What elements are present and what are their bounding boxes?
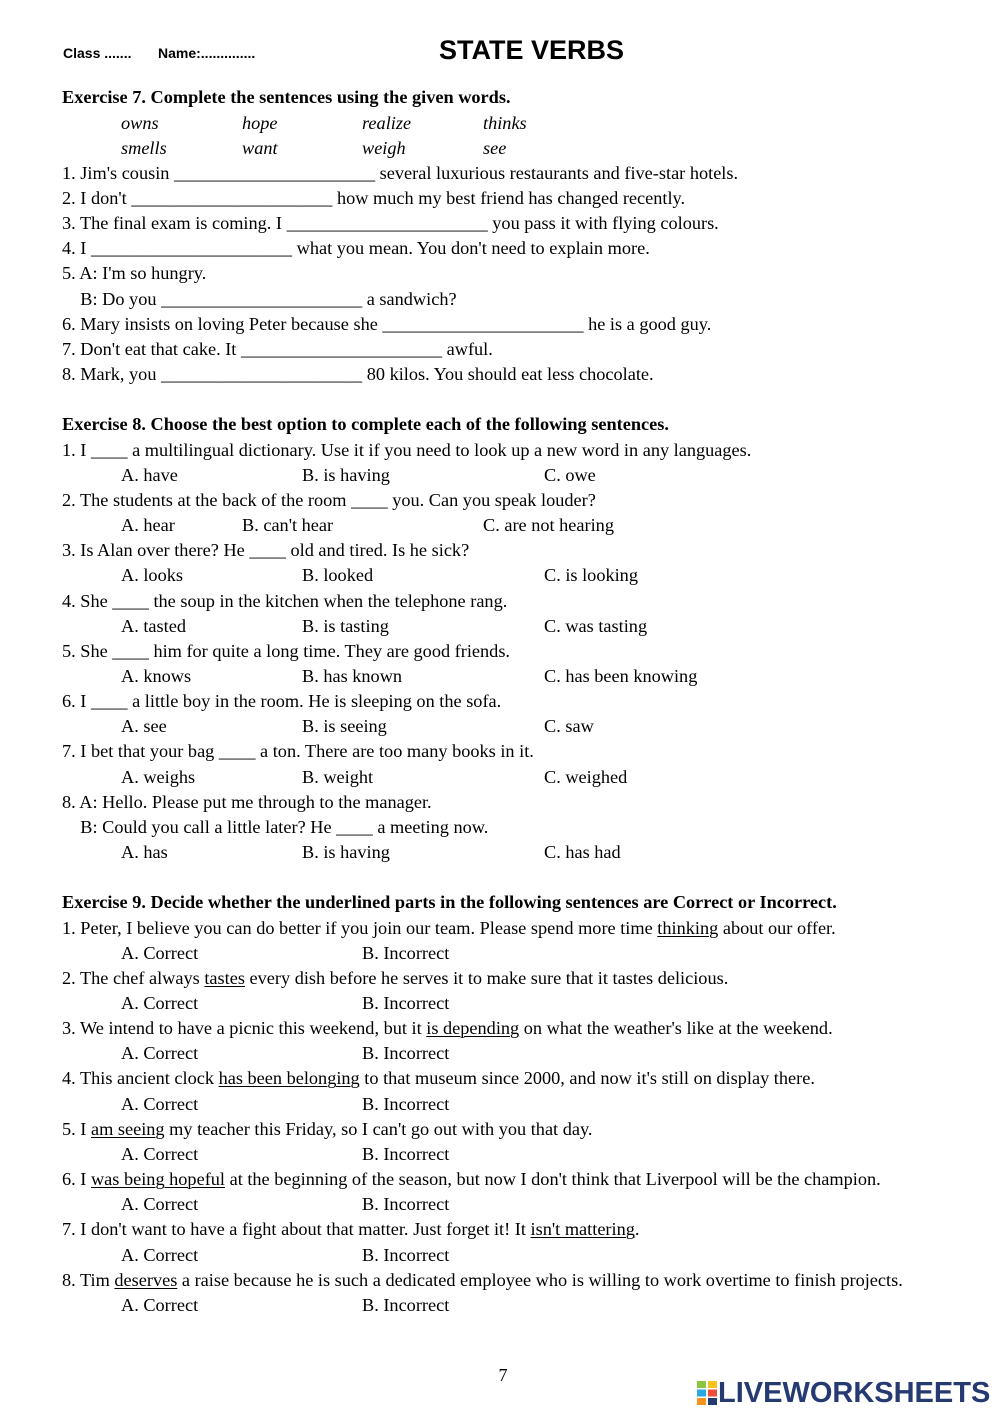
logo-tile [697,1398,706,1405]
item-text-before: I don't want to have a fight about that matter. Just forget it! It [80,1219,526,1240]
option-a[interactable]: A. knows [121,665,192,686]
item-text-after: to that museum since 2000, and now it's still on display there. [364,1068,815,1089]
item-text-before: I [80,238,87,259]
item-number: 3. [62,213,76,234]
exercise-9-item-7-options [62,1243,992,1268]
option-c[interactable]: C. has had [544,842,621,863]
item-text-before: Jim's cousin [80,162,170,183]
option-c[interactable]: C. has been knowing [544,665,698,686]
option-incorrect[interactable]: B. Incorrect [362,1143,450,1164]
option-correct[interactable]: A. Correct [121,993,199,1014]
logo-tile [708,1398,717,1405]
option-correct[interactable]: A. Correct [121,1194,199,1215]
exercise-8-item-6 [62,689,992,714]
answer-blank[interactable]: ____ [112,590,149,611]
exercise-9-item-7 [62,1217,992,1242]
worksheet-title: STATE VERBS [439,35,625,65]
word-bank-word: weigh [362,137,406,158]
option-c[interactable]: C. was tasting [544,615,648,636]
item-text-before: I [80,439,87,460]
option-a[interactable]: A. tasted [121,615,186,636]
exercise-8-item-2-options [62,513,992,538]
exercise-9-item-5 [62,1117,992,1142]
option-b[interactable]: B. has known [302,665,403,686]
answer-blank[interactable]: ______________________ [382,313,584,334]
exercise-8-item-1 [62,438,992,463]
exercise-9-item-2-options [62,991,992,1016]
item-text-before: Tim [79,1269,110,1290]
exercise-7-item-8 [62,362,992,387]
word-bank-word: hope [242,112,278,133]
option-incorrect[interactable]: B. Incorrect [362,942,450,963]
option-correct[interactable]: A. Correct [121,1093,199,1114]
answer-blank[interactable]: ______________________ [90,238,293,259]
item-text-after: . [634,1219,640,1240]
answer-blank[interactable]: ______________________ [161,288,363,309]
option-b[interactable]: B. is tasting [302,615,389,636]
option-a[interactable]: A. looks [121,565,183,586]
item-text-after: several luxurious restaurants and five-star hotels. [379,162,739,183]
exercise-8-title: Exercise 8. Choose the best option to complete each of the following sentences. [62,414,669,435]
item-text-before: B: Do you [80,288,157,309]
answer-blank[interactable]: ____ [336,816,373,837]
option-b[interactable]: B. is having [302,842,390,863]
dialogue-prompt: A: Hello. Please put me through to the manager. [79,791,432,812]
exercise-7-item-4 [62,236,992,261]
item-text-after: a sandwich? [366,288,457,309]
item-number: 5. [62,263,76,284]
exercise-7-title: Exercise 7. Complete the sentences using the given words. [62,87,511,108]
option-a[interactable]: A. hear [121,515,175,536]
item-number: 8. [62,791,76,812]
underlined-part: isn't mattering [530,1219,635,1240]
exercise-8-item-2 [62,488,992,513]
item-text-before: Mark, you [80,364,157,385]
answer-blank[interactable]: ____ [351,489,388,510]
option-b[interactable]: B. is seeing [302,716,387,737]
logo-tile [697,1390,706,1397]
item-number: 8. [62,364,76,385]
option-correct[interactable]: A. Correct [121,1143,199,1164]
item-number: 4. [62,590,76,611]
option-correct[interactable]: A. Correct [121,942,199,963]
item-number: 6. [62,691,76,712]
option-a[interactable]: A. has [121,842,168,863]
item-number: 7. [62,1219,76,1240]
item-number: 8. [62,1269,76,1290]
section-gap [62,387,992,412]
option-correct[interactable]: A. Correct [121,1043,199,1064]
underlined-part: is depending [426,1018,520,1039]
page-number: 7 [498,1365,508,1385]
item-text-before: The students at the back of the room [79,489,347,510]
item-text-before: The chef always [79,967,200,988]
item-text-after: at the beginning of the season, but now I don't think that Liverpool will be the champion. [229,1169,881,1190]
answer-blank[interactable]: ______________________ [131,188,333,209]
item-text-after: how much my best friend has changed recently. [337,188,686,209]
option-b[interactable]: B. is having [302,464,390,485]
answer-blank[interactable]: ____ [90,691,128,712]
item-text-before: I don't [80,188,127,209]
item-number: 1. [62,917,76,938]
word-bank-word: realize [362,112,412,133]
option-incorrect[interactable]: B. Incorrect [362,1194,450,1215]
answer-blank[interactable]: ____ [90,439,128,460]
item-text-before: We intend to have a picnic this weekend, but it [79,1018,422,1039]
exercise-8-item-7-options [62,765,992,790]
exercise-8-item-8 [62,790,992,815]
item-number: 2. [62,188,76,209]
exercise-8-item-8-options [62,840,992,865]
item-text-before: Peter, I believe you can do better if you join our team. Please spend more time [80,917,653,938]
item-number: 2. [62,967,76,988]
word-bank-word: see [483,137,507,158]
item-text-after: he is a good guy. [588,313,712,334]
underlined-part: was being hopeful [90,1169,225,1190]
answer-blank[interactable]: ____ [112,640,149,661]
exercise-9-item-1-options [62,941,992,966]
item-number: 4. [62,1068,76,1089]
exercise-8-item-1-options [62,463,992,488]
answer-blank[interactable]: ______________________ [174,162,376,183]
option-a[interactable]: A. see [121,716,167,737]
exercise-9-item-4 [62,1066,992,1091]
option-c[interactable]: C. are not hearing [483,515,614,536]
option-incorrect[interactable]: B. Incorrect [362,1244,450,1265]
option-c[interactable]: C. is looking [544,565,638,586]
exercise-8-item-4-options [62,614,992,639]
exercise-9-item-4-options [62,1092,992,1117]
liveworksheets-logo-icon [697,1381,717,1405]
exercise-8-item-3-options [62,563,992,588]
answer-blank[interactable]: ______________________ [286,213,488,234]
item-number: 6. [62,1169,76,1190]
item-text-after: awful. [446,338,493,359]
exercise-8-item-3 [62,538,992,563]
exercise-7-item-5 [62,261,992,286]
answer-blank[interactable]: ______________________ [240,338,443,359]
option-c[interactable]: C. saw [544,716,594,737]
word-bank-word: thinks [483,112,527,133]
item-text-before: This ancient clock [79,1068,214,1089]
item-text-after: my teacher this Friday, so I can't go out with you that day. [169,1118,593,1139]
item-number: 3. [62,540,76,561]
dialogue-prompt: A: I'm so hungry. [79,263,207,284]
item-text-after: a raise because he is such a dedicated employee who is willing to work overtime to finish projects. [181,1269,903,1290]
underlined-part: thinking [657,917,719,938]
option-incorrect[interactable]: B. Incorrect [362,993,450,1014]
exercise-7-item-5-reply [62,287,992,312]
item-text-before: She [80,640,108,661]
exercise-9-item-8-options [62,1293,992,1318]
item-text-after: a meeting now. [377,816,489,837]
answer-blank[interactable]: ____ [249,540,286,561]
exercise-9-title: Exercise 9. Decide whether the underlined parts in the following sentences are Correct or Incorrect. [62,892,837,913]
item-text-before: I bet that your bag [80,741,215,762]
option-incorrect[interactable]: B. Incorrect [362,1093,450,1114]
exercise-9-item-6 [62,1167,992,1192]
word-bank-word: owns [121,112,159,133]
answer-blank[interactable]: ____ [218,741,256,762]
item-number: 3. [62,1018,76,1039]
exercise-7-item-2 [62,186,992,211]
item-number: 6. [62,313,76,334]
item-text-after: every dish before he serves it to make sure that it tastes delicious. [249,967,729,988]
logo-tile [697,1381,706,1388]
item-text-before: She [80,590,108,611]
item-text-before: Is Alan over there? He [80,540,245,561]
exercise-9-item-5-options [62,1142,992,1167]
item-text-before: I [80,1118,87,1139]
exercise-9-item-2 [62,966,992,991]
exercise-7-item-1 [62,161,992,186]
exercise-8-item-7 [62,739,992,764]
exercise-9-item-3 [62,1016,992,1041]
word-bank-row-1 [62,111,992,136]
option-b[interactable]: B. can't hear [242,515,334,536]
item-text-after: what you mean. You don't need to explain more. [296,238,650,259]
underlined-part: has been belonging [218,1068,360,1089]
option-incorrect[interactable]: B. Incorrect [362,1043,450,1064]
item-number: 5. [62,1118,76,1139]
option-correct[interactable]: A. Correct [121,1294,199,1315]
name-field-label: Name:.............. [158,45,256,61]
item-text-after: a multilingual dictionary. Use it if you need to look up a new word in any languages. [132,439,752,460]
underlined-part: tastes [204,967,245,988]
item-number: 1. [62,439,76,460]
item-number: 2. [62,489,76,510]
item-number: 5. [62,640,76,661]
option-incorrect[interactable]: B. Incorrect [362,1294,450,1315]
word-bank-word: smells [121,137,167,158]
word-bank-word: want [242,137,278,158]
class-field-label: Class ....... [63,45,132,61]
item-text-after: the soup in the kitchen when the telephone rang. [153,590,508,611]
item-text-after: a little boy in the room. He is sleeping on the sofa. [132,691,502,712]
item-text-before: Don't eat that cake. It [80,338,237,359]
exercise-9-item-8 [62,1268,992,1293]
exercise-7-item-6 [62,312,992,337]
option-b[interactable]: B. weight [302,766,374,787]
item-text-before: B: Could you call a little later? He [80,816,332,837]
exercise-8-item-5 [62,639,992,664]
logo-tile [708,1390,717,1397]
exercise-8-item-4 [62,589,992,614]
option-b[interactable]: B. looked [302,565,374,586]
item-number: 7. [62,741,76,762]
item-text-before: I [80,691,87,712]
section-gap [62,865,992,890]
option-c[interactable]: C. owe [544,464,596,485]
item-text-before: Mary insists on loving Peter because she [80,313,378,334]
option-correct[interactable]: A. Correct [121,1244,199,1265]
item-text-after: a ton. There are too many books in it. [260,741,534,762]
exercise-9-item-6-options [62,1192,992,1217]
worksheet-body [62,85,992,1318]
liveworksheets-logo[interactable]: LIVEWORKSHEETS [718,1377,991,1409]
option-a[interactable]: A. have [121,464,178,485]
exercise-8-item-5-options [62,664,992,689]
item-text-after: you pass it with flying colours. [492,213,719,234]
item-text-before: I [80,1169,87,1190]
option-a[interactable]: A. weighs [121,766,196,787]
item-text-after: on what the weather's like at the weekend. [523,1018,833,1039]
exercise-8-item-6-options [62,714,992,739]
exercise-7-item-7 [62,337,992,362]
underlined-part: am seeing [90,1118,165,1139]
exercise-9-item-3-options [62,1041,992,1066]
item-number: 1. [62,162,76,183]
logo-tile [708,1381,717,1388]
item-text-after: you. Can you speak louder? [392,489,596,510]
exercise-8-item-8-reply [62,815,992,840]
item-text-after: 80 kilos. You should eat less chocolate. [366,364,654,385]
item-text-after: about our offer. [722,917,836,938]
exercise-7-item-3 [62,211,992,236]
underlined-part: deserves [114,1269,178,1290]
item-number: 7. [62,338,76,359]
item-text-after: him for quite a long time. They are good friends. [153,640,511,661]
item-number: 4. [62,238,76,259]
word-bank-row-2 [62,136,992,161]
item-text-before: The final exam is coming. I [79,213,283,234]
answer-blank[interactable]: ______________________ [161,364,363,385]
exercise-9-item-1 [62,916,992,941]
item-text-after: old and tired. Is he sick? [290,540,470,561]
option-c[interactable]: C. weighed [544,766,628,787]
